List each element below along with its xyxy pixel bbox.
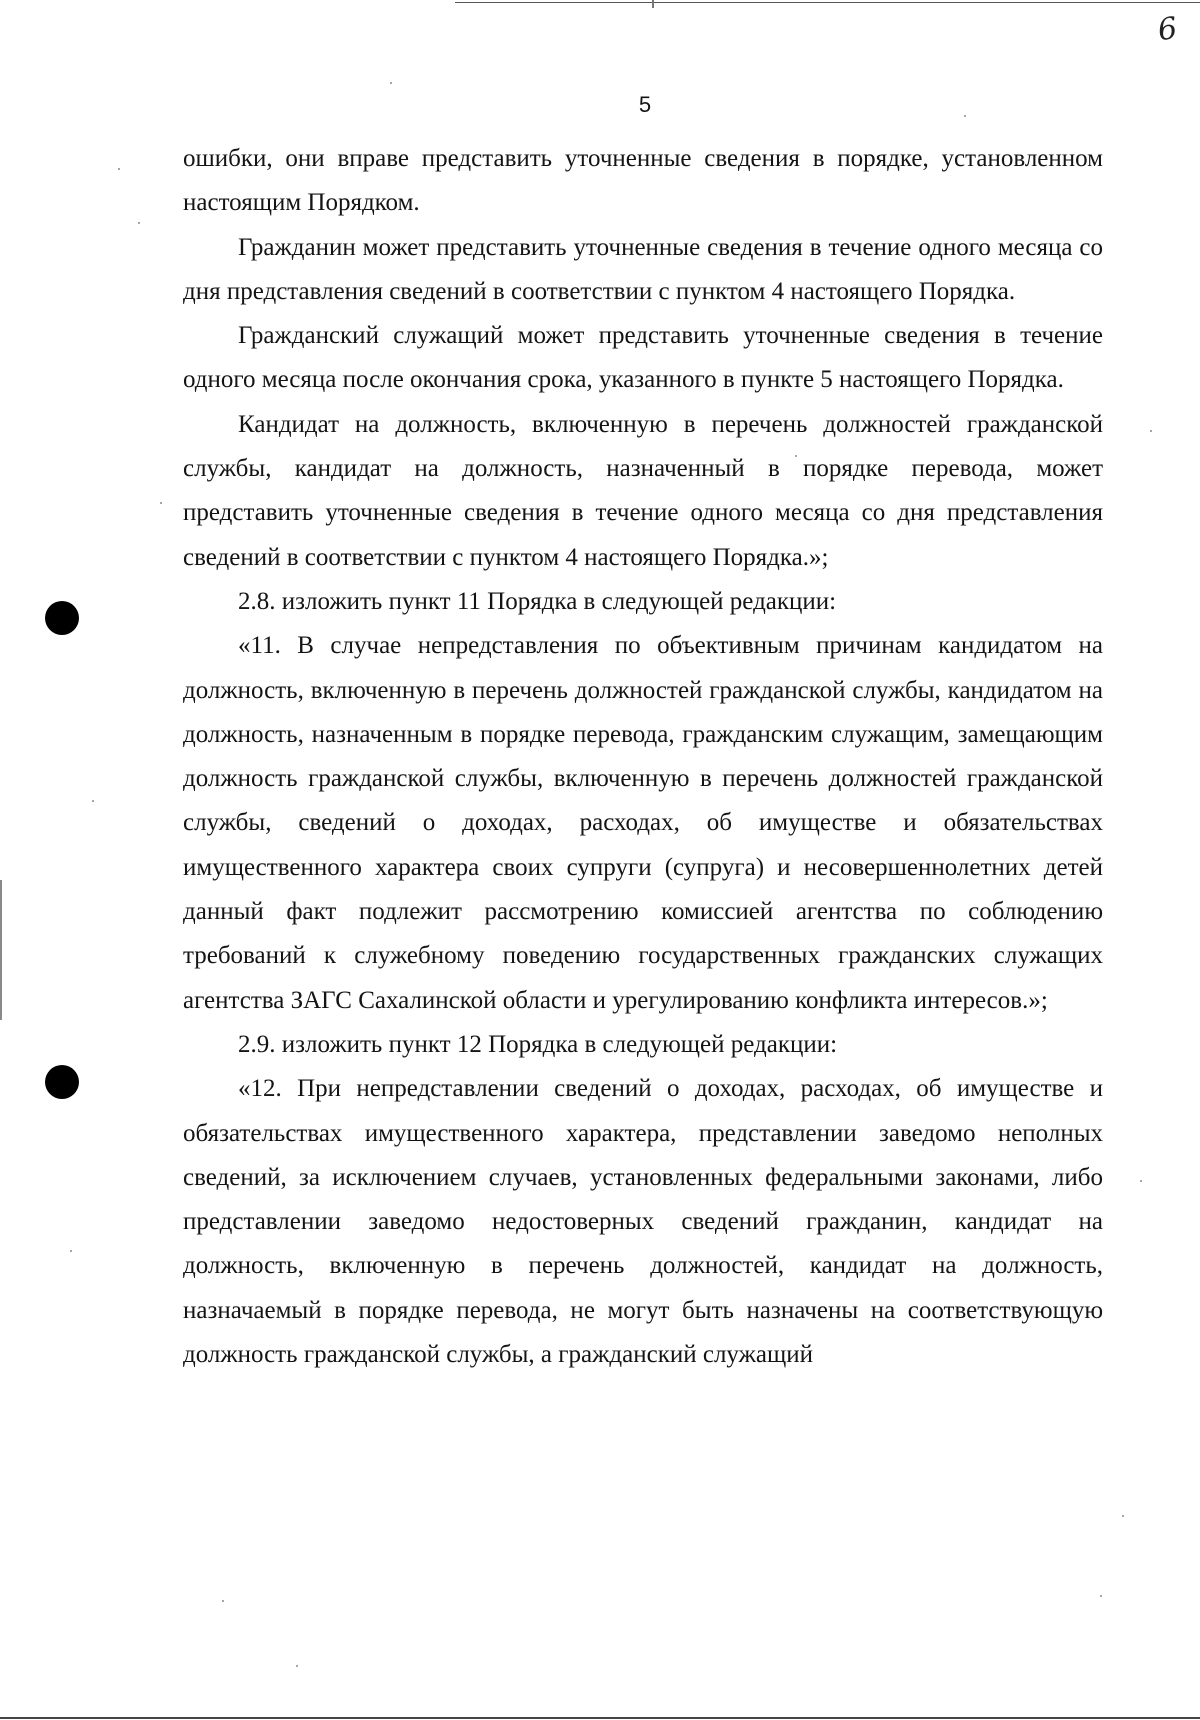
paragraph-continuation: ошибки, они вправе представить уточненные сведения в порядке, установленном настоящим Порядком. [183, 145, 1103, 217]
scan-speck [160, 502, 162, 504]
scan-speck [1122, 1515, 1124, 1517]
page-number: 5 [638, 92, 652, 117]
paragraph: Гражданин может представить уточненные сведения в течение одного месяца со дня представления сведений в соответствии с пунктом 4 настоящего Порядка. [183, 233, 1103, 305]
scan-border-line [455, 2, 1200, 3]
scan-speck [1150, 430, 1152, 432]
handwritten-sheet-number: 6 [1155, 10, 1180, 49]
scan-speck [390, 82, 392, 84]
scan-edge-shadow [0, 880, 2, 1020]
binder-hole [45, 1065, 79, 1099]
scan-speck [1140, 1180, 1142, 1182]
scan-mark [652, 0, 654, 8]
scan-speck [1100, 1595, 1102, 1597]
scan-speck [70, 1250, 72, 1252]
scan-border-line [0, 1717, 1200, 1719]
scan-speck [92, 800, 94, 802]
scan-speck [296, 1665, 298, 1667]
paragraph: Гражданский служащий может представить уточненные сведения в течение одного месяца после окончания срока, указанного в пункте 5 настоящего Порядка. [183, 322, 1103, 394]
amendment-heading: 2.9. изложить пункт 12 Порядка в следующей редакции: [238, 1030, 838, 1058]
scan-speck [118, 168, 120, 170]
binder-hole [45, 601, 79, 635]
paragraph: «11. В случае непредставления по объективным причинам кандидатом на должность, включенную в перечень должностей гражданской службы, кандидатом на должность, назначенным в порядке перевода, гражданским служащим, замещающим должность гражданской службы, включенную в перечень должностей гражданской службы, сведений о доходах, расходах, об имуществе и обязательствах имущественного характера своих супруги (супруга) и несовершеннолетних детей данный факт подлежит рассмотрению комиссией агентства по соблюдению требований к служебному поведению государственных гражданских служащих агентства ЗАГС Сахалинской области и урегулированию конфликта интересов.»; [183, 632, 1103, 1014]
paragraph: Кандидат на должность, включенную в перечень должностей гражданской службы, кандидат на должность, назначенный в порядке перевода, может представить уточненные сведения в течение одного месяца со дня представления сведений в соответствии с пунктом 4 настоящего Порядка.»; [183, 410, 1103, 571]
amendment-heading: 2.8. изложить пункт 11 Порядка в следующей редакции: [238, 587, 837, 615]
paragraph: «12. При непредставлении сведений о доходах, расходах, об имуществе и обязательствах имущественного характера, представлении заведомо неполных сведений, за исключением случаев, установленных федеральными законами, либо представлении заведомо недостоверных сведений гражданин, кандидат на должность, включенную в перечень должностей, кандидат на должность, назначаемый в порядке перевода, не могут быть назначены на соответствующую должность гражданской службы, а гражданский служащий [183, 1075, 1103, 1369]
scan-speck [138, 222, 140, 224]
scan-speck [222, 1600, 224, 1602]
document-body [183, 137, 1103, 1377]
